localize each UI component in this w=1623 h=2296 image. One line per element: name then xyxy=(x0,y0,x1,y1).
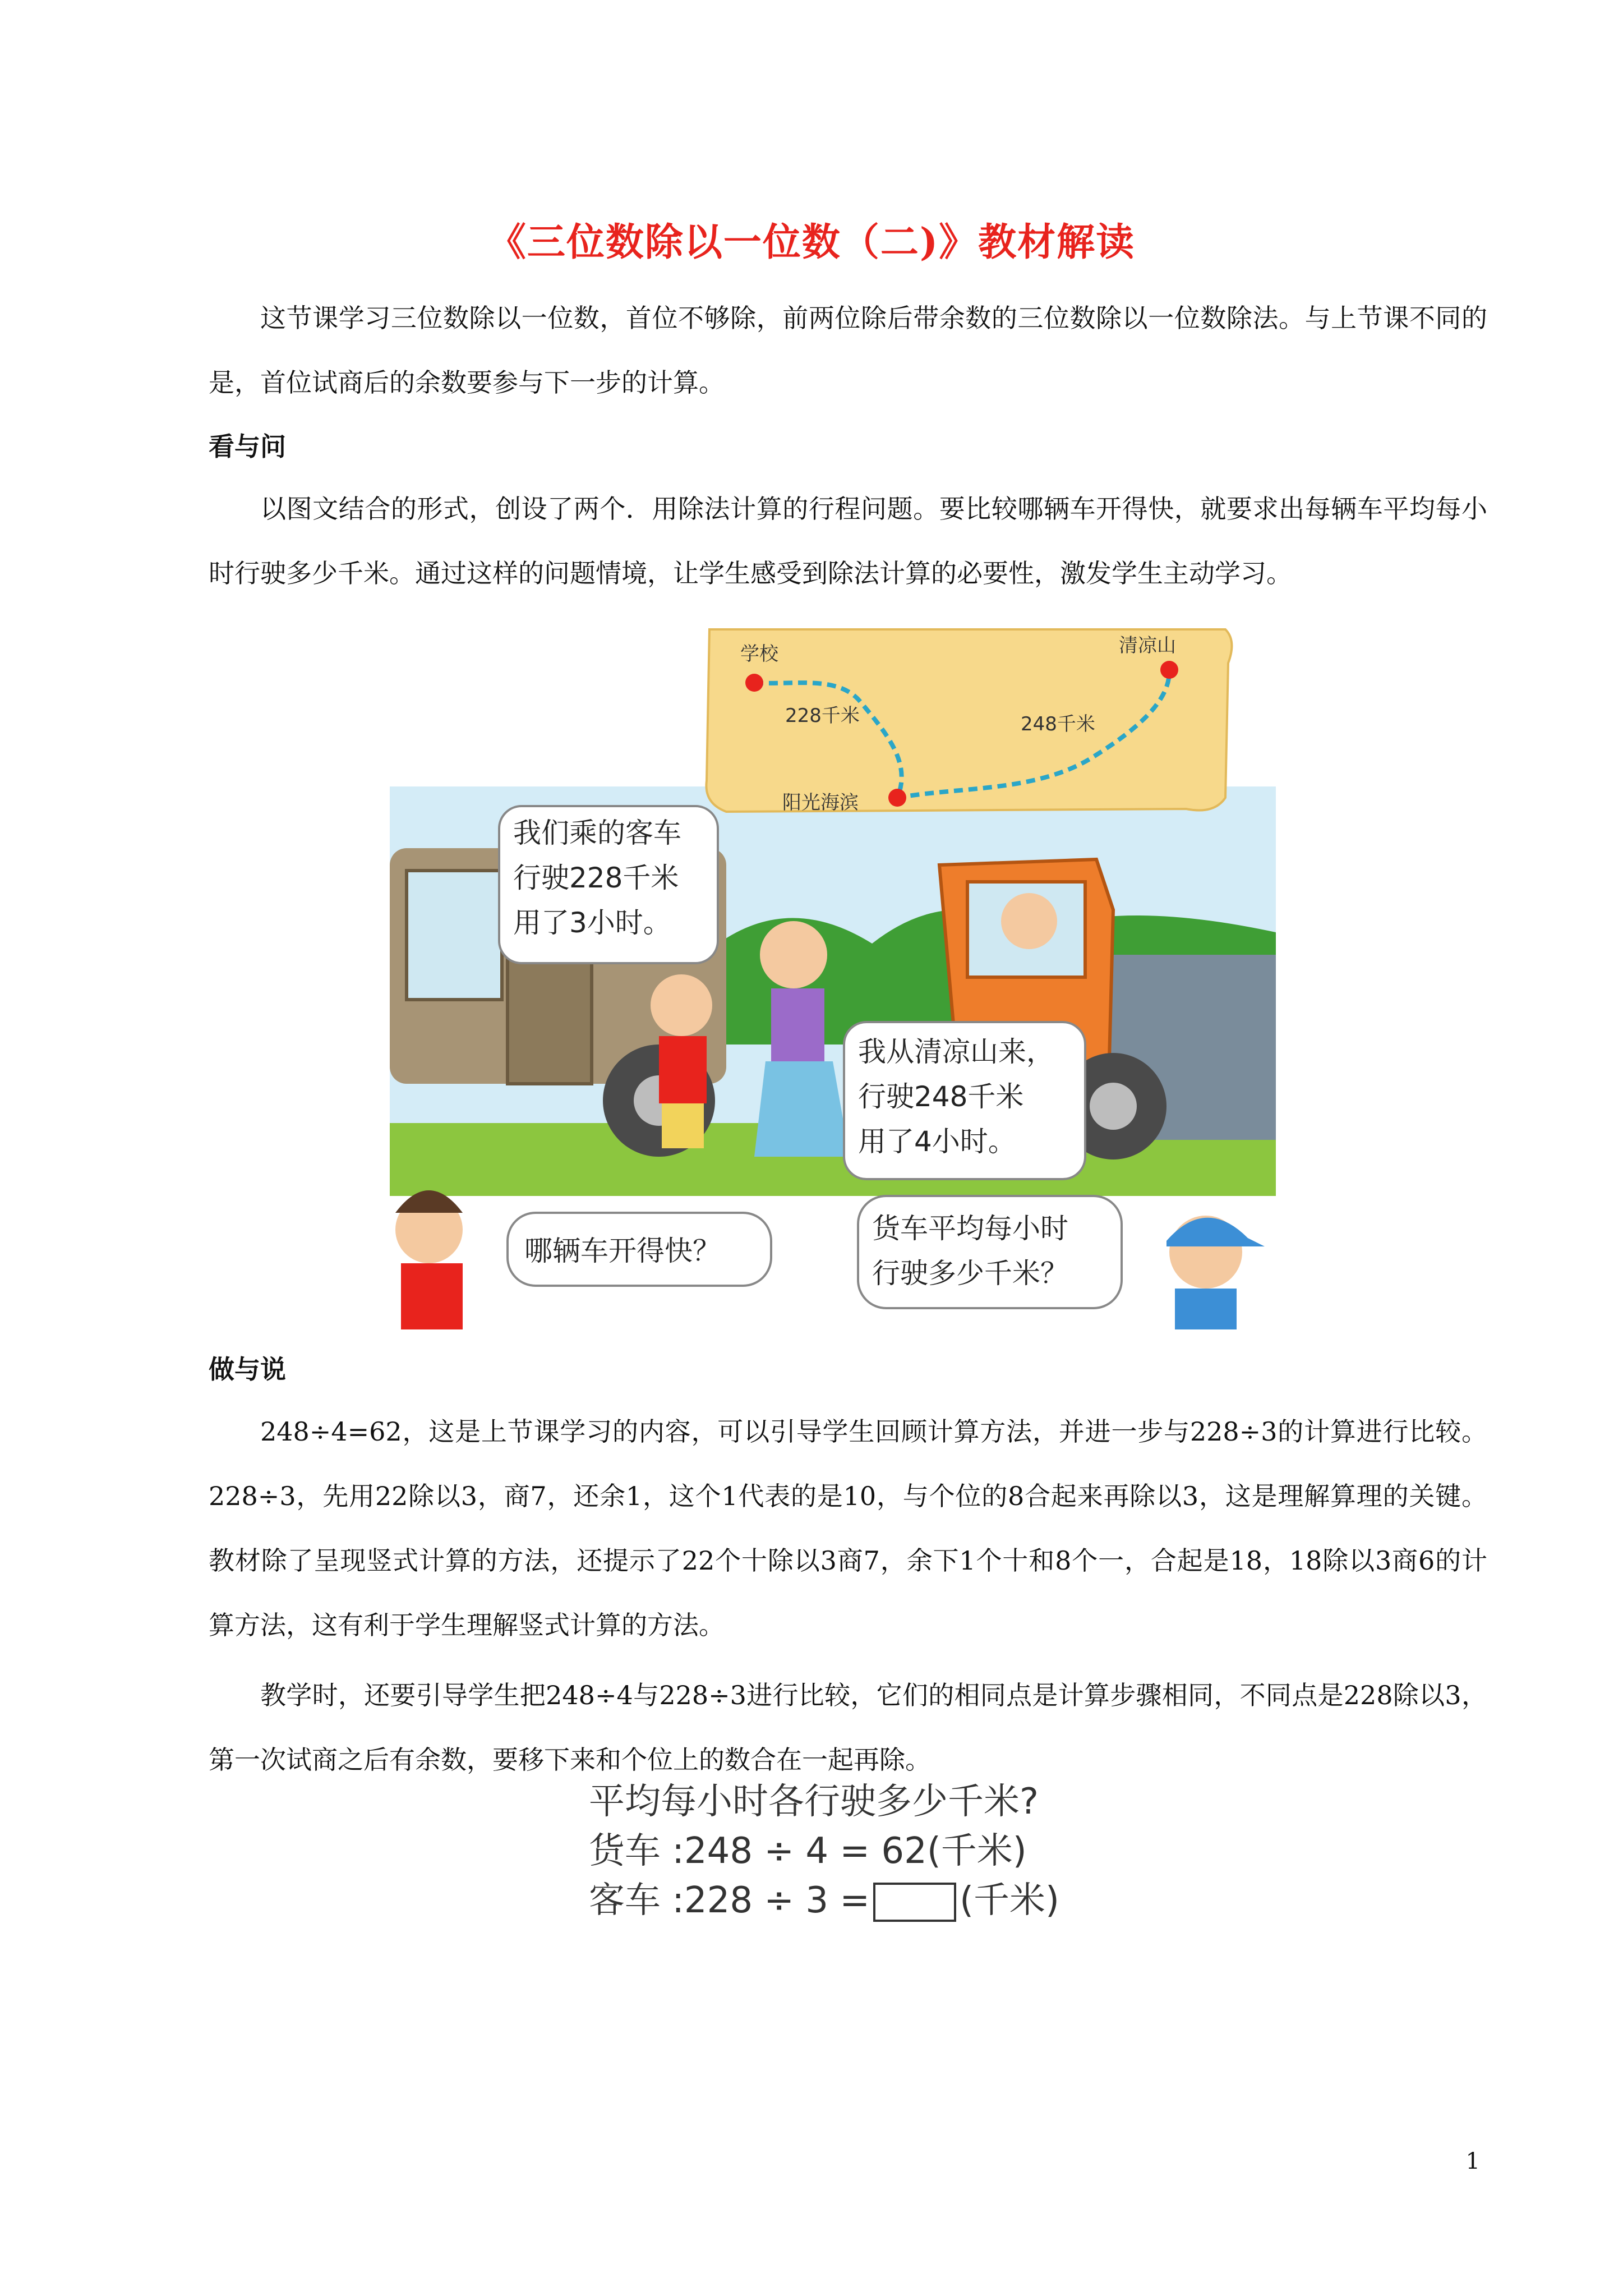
bubble-truck xyxy=(844,1022,1085,1179)
bubble-truck-line1: 我从清凉山来， xyxy=(858,1036,1054,1068)
map-label-mountain: 清凉山 xyxy=(1119,634,1176,657)
section-heading-look-ask: 看与问 xyxy=(209,431,286,462)
equation-figure xyxy=(589,1777,1094,1940)
bubble-bus-line3: 用了3小时。 xyxy=(513,907,671,939)
bubble-girl xyxy=(508,1213,771,1286)
document-title: 《三位数除以一位数（二)》教材解读 xyxy=(487,220,1136,265)
answer-blank-box[interactable] xyxy=(873,1883,956,1922)
do-say-paragraph-1: 248÷4=62，这是上节课学习的内容，可以引导学生回顾计算方法，并进一步与228÷3的计算进行比较。228÷3，先用22除以3，商7，还余1，这个1代表的是10，与个位的8合起来再除以3，这是理解算理的关键。教材除了呈现竖式计算的方法，还提示了22个十除以3商7，余下1个十和8个一，合起是18，18除以3商6的计算方法，这有利于学生理解竖式计算的方法。 xyxy=(209,1416,1487,1640)
bubble-truck-line2: 行驶248千米 xyxy=(858,1080,1024,1113)
equation-bus-prefix: 客车 :228 ÷ 3 = xyxy=(589,1880,870,1921)
page-number: 1 xyxy=(1465,2148,1480,2174)
bubble-boy xyxy=(858,1196,1122,1308)
bubble-truck-line3: 用了4小时。 xyxy=(858,1125,1016,1158)
equation-bus xyxy=(589,1876,1094,1925)
school-dot xyxy=(745,674,763,692)
map-label-dist2: 248千米 xyxy=(1021,713,1095,735)
mountain-dot xyxy=(1160,661,1178,679)
equation-question: 平均每小时各行驶多少千米? xyxy=(589,1781,1039,1823)
map-label-school: 学校 xyxy=(740,643,778,665)
map-label-dist1: 228千米 xyxy=(785,705,860,727)
section-heading-do-say: 做与说 xyxy=(209,1354,286,1384)
intro-paragraph: 这节课学习三位数除以一位数，首位不够除，前两位除后带余数的三位数除以一位数除法。与上节课不同的是，首位试商后的余数要参与下一步的计算。 xyxy=(209,303,1487,398)
bubble-boy-line2: 行驶多少千米？ xyxy=(872,1257,1068,1290)
equation-bus-suffix: (千米) xyxy=(960,1880,1059,1921)
driver-figure xyxy=(1001,893,1057,949)
textbook-illustration xyxy=(390,618,1276,1329)
bubble-boy-line1: 货车平均每小时 xyxy=(872,1212,1068,1245)
look-ask-paragraph: 以图文结合的形式，创设了两个．用除法计算的行程问题。要比较哪辆车开得快，就要求出每辆车平均每小时行驶多少千米。通过这样的问题情境，让学生感受到除法计算的必要性，激发学生主动学习。 xyxy=(209,494,1487,588)
map-label-beach: 阳光海滨 xyxy=(782,792,859,814)
do-say-paragraph-2: 教学时，还要引导学生把248÷4与228÷3进行比较，它们的相同点是计算步骤相同，不同点是228除以3，第一次试商之后有余数，要移下来和个位上的数合在一起再除。 xyxy=(209,1680,1487,1775)
bubble-bus xyxy=(499,806,718,963)
equation-truck: 货车 :248 ÷ 4 = 62(千米) xyxy=(589,1830,1027,1872)
beach-dot xyxy=(888,789,906,807)
bubble-girl-text: 哪辆车开得快？ xyxy=(524,1235,721,1267)
bubble-bus-line1: 我们乘的客车 xyxy=(513,817,681,849)
bubble-bus-line2: 行驶228千米 xyxy=(513,862,679,894)
illustration-svg xyxy=(390,618,1276,1329)
